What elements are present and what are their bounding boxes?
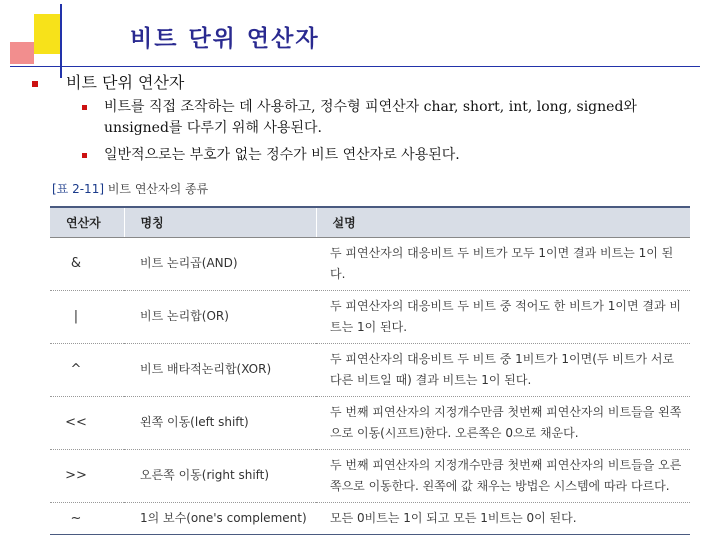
decor-red-block bbox=[10, 42, 34, 64]
bullet-main bbox=[32, 70, 184, 93]
cell-operator: | bbox=[50, 290, 124, 343]
cell-name: 비트 배타적논리합(XOR) bbox=[124, 343, 316, 396]
cell-description: 두 피연산자의 대응비트 두 비트 중 적어도 한 비트가 1이면 결과 비트는 1이 된다. bbox=[316, 290, 690, 343]
bullet-square-icon bbox=[32, 81, 38, 87]
cell-name: 비트 논리합(OR) bbox=[124, 290, 316, 343]
sub-bullet-1 bbox=[82, 97, 702, 139]
decor-horizontal-line bbox=[10, 66, 700, 67]
header-operator: 연산자 bbox=[50, 207, 124, 237]
cell-description: 모든 0비트는 1이 되고 모든 1비트는 0이 된다. bbox=[316, 502, 690, 534]
header-description: 설명 bbox=[316, 207, 690, 237]
cell-description: 두 번째 피연산자의 지정개수만큼 첫번째 피연산자의 비트들을 오른쪽으로 이동한다. 왼쪽에 값 채우는 방법은 시스템에 따라 다르다. bbox=[316, 449, 690, 502]
table-row bbox=[50, 343, 690, 396]
cell-operator: >> bbox=[50, 449, 124, 502]
table-row bbox=[50, 290, 690, 343]
bullet-square-icon bbox=[82, 153, 87, 158]
table-caption-number: [표 2-11] bbox=[52, 182, 105, 196]
slide-title: 비트 단위 연산자 bbox=[130, 26, 320, 52]
cell-description: 두 피연산자의 대응비트 두 비트 중 1비트가 1이면(두 비트가 서로 다른 비트일 때) 결과 비트는 1이 된다. bbox=[316, 343, 690, 396]
header-name: 명칭 bbox=[124, 207, 316, 237]
cell-name: 비트 논리곱(AND) bbox=[124, 237, 316, 290]
bitwise-operators-table bbox=[50, 206, 690, 535]
cell-operator: & bbox=[50, 237, 124, 290]
table-row bbox=[50, 396, 690, 449]
table-header-row bbox=[50, 207, 690, 237]
cell-name: 1의 보수(one's complement) bbox=[124, 502, 316, 534]
cell-description: 두 번째 피연산자의 지정개수만큼 첫번째 피연산자의 비트들을 왼쪽으로 이동(시프트)한다. 오른쪽은 0으로 채운다. bbox=[316, 396, 690, 449]
cell-operator: << bbox=[50, 396, 124, 449]
sub-bullet-text: 비트를 직접 조작하는 데 사용하고, 정수형 피연산자 char, short, int, long, signed와 unsigned를 다루기 위해 사용된다. bbox=[104, 99, 637, 136]
cell-operator: ~ bbox=[50, 502, 124, 534]
table-row bbox=[50, 449, 690, 502]
decor-yellow-block bbox=[34, 14, 60, 54]
cell-operator: ^ bbox=[50, 343, 124, 396]
bullet-square-icon bbox=[82, 105, 87, 110]
table-caption bbox=[52, 180, 208, 197]
sub-bullet-text: 일반적으로는 부호가 없는 정수가 비트 연산자로 사용된다. bbox=[104, 147, 460, 163]
table-caption-text: 비트 연산자의 종류 bbox=[107, 182, 209, 196]
table-row bbox=[50, 237, 690, 290]
cell-name: 왼쪽 이동(left shift) bbox=[124, 396, 316, 449]
bullet-main-text: 비트 단위 연산자 bbox=[66, 73, 185, 92]
cell-name: 오른쪽 이동(right shift) bbox=[124, 449, 316, 502]
cell-description: 두 피연산자의 대응비트 두 비트가 모두 1이면 결과 비트는 1이 된다. bbox=[316, 237, 690, 290]
table-row bbox=[50, 502, 690, 534]
sub-bullet-2 bbox=[82, 145, 702, 166]
